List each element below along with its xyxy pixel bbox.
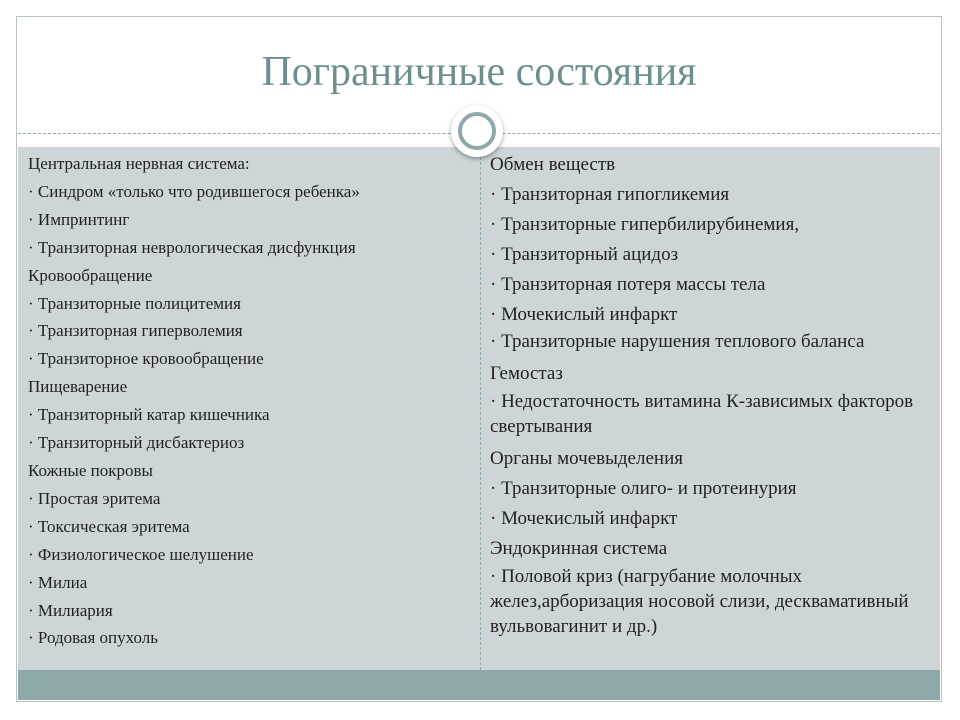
list-item: · Транзиторный ацидоз <box>490 243 679 265</box>
left-column <box>28 150 473 652</box>
list-item: · Недостаточность витамина К-зависимых факторов свертывания <box>490 391 914 438</box>
list-item: Гемостаз <box>490 363 563 385</box>
list-item: · Простая эритема <box>28 488 161 508</box>
list-item: · Родовая опухоль <box>28 628 158 648</box>
list-item: Обмен веществ <box>490 154 616 175</box>
list-item: · Транзиторная потеря массы тела <box>490 273 766 295</box>
list-item: · Транзиторные нарушения теплового баланса <box>490 331 865 353</box>
list-item: · Милиа <box>28 572 88 592</box>
list-item: · Мочекислый инфаркт <box>490 303 678 325</box>
list-item: · Токсическая эритема <box>28 516 190 536</box>
list-item: · Синдром «только что родившегося ребенка» <box>28 181 360 201</box>
list-item: · Физиологическое шелушение <box>28 544 254 564</box>
list-item: Кожные покровы <box>28 460 153 480</box>
slide-title: Пограничные состояния <box>261 49 697 95</box>
list-item: · Мочекислый инфаркт <box>490 508 678 530</box>
right-column <box>490 150 920 644</box>
list-item: · Транзиторный катар кишечника <box>28 405 270 425</box>
list-item: · Транзиторные полицитемия <box>28 293 241 313</box>
list-item: Центральная нервная система: <box>28 154 250 173</box>
list-item: Эндокринная система <box>490 538 668 560</box>
list-item: · Милиария <box>28 600 113 620</box>
list-item: Пищеварение <box>28 377 128 397</box>
list-item: · Транзиторный дисбактериоз <box>28 433 245 453</box>
list-item: Органы мочевыделения <box>490 448 683 470</box>
list-item: · Транзиторная гиперволемия <box>28 321 243 341</box>
list-item: · Транзиторная гипогликемия <box>490 183 730 205</box>
list-item: · Транзиторная неврологическая дисфункция <box>28 237 356 257</box>
list-item: · Транзиторные олиго- и протеинурия <box>490 478 797 500</box>
list-item: Кровообращение <box>28 265 153 285</box>
column-divider <box>480 147 481 670</box>
footer-bar <box>18 670 940 700</box>
list-item: · Транзиторные гипербилирубинемия, <box>490 213 800 235</box>
list-item: · Транзиторное кровообращение <box>28 349 264 369</box>
list-item: · Половой криз (нагрубание молочных желез,арборизация носовой слизи, десквамативный вульвовагинит и др.) <box>490 565 909 637</box>
list-item: · Импринтинг <box>28 209 130 229</box>
